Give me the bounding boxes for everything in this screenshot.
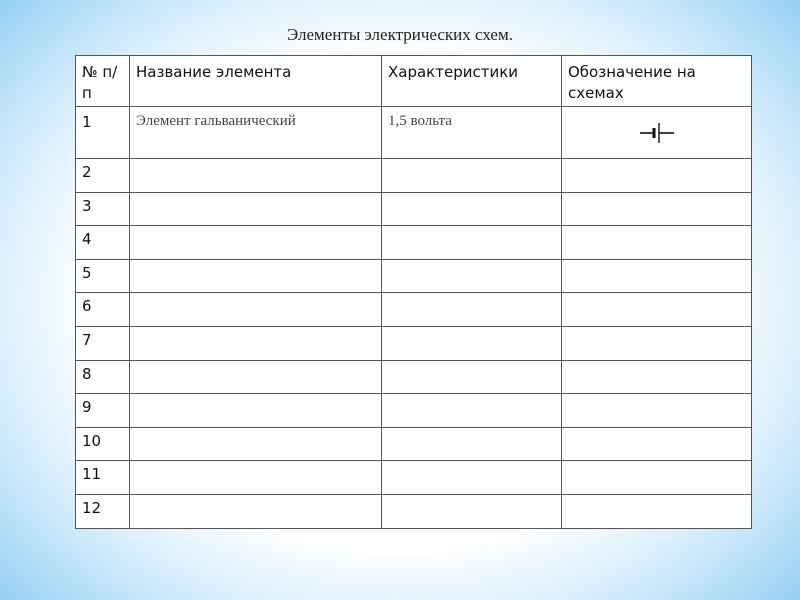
row-num: 11 [76,461,130,495]
table-header-row [76,56,752,107]
page-title: Элементы электрических схем. [287,25,513,44]
header-designation: Обозначение на схемах [562,56,752,107]
row-num: 7 [76,326,130,360]
element-characteristics [382,259,562,293]
element-name [130,293,382,327]
element-name [130,326,382,360]
element-name [130,192,382,226]
element-name [130,461,382,495]
table-row [76,494,752,528]
table-row [76,107,752,159]
element-designation [562,293,752,327]
element-designation [562,360,752,394]
element-designation [562,107,752,159]
element-characteristics: 1,5 вольта [382,107,562,159]
table-row [76,360,752,394]
element-name [130,259,382,293]
element-name [130,159,382,193]
row-num: 10 [76,427,130,461]
table-row [76,394,752,428]
element-characteristics [382,326,562,360]
header-num: № п/п [76,56,130,107]
element-name: Элемент гальванический [130,107,382,159]
element-designation [562,326,752,360]
row-num: 12 [76,494,130,528]
element-characteristics [382,159,562,193]
table-row [76,326,752,360]
element-designation [562,159,752,193]
element-designation [562,226,752,260]
element-characteristics [382,394,562,428]
row-num: 1 [76,107,130,159]
element-name [130,226,382,260]
element-characteristics [382,494,562,528]
row-num: 6 [76,293,130,327]
row-num: 9 [76,394,130,428]
element-characteristics [382,192,562,226]
row-num: 3 [76,192,130,226]
element-name [130,494,382,528]
row-num: 4 [76,226,130,260]
element-characteristics [382,461,562,495]
row-num: 2 [76,159,130,193]
row-num: 8 [76,360,130,394]
element-characteristics [382,226,562,260]
table-row [76,226,752,260]
element-name [130,427,382,461]
header-characteristics: Характеристики [382,56,562,107]
element-characteristics [382,427,562,461]
element-designation [562,494,752,528]
galvanic-cell-icon [637,121,677,145]
element-designation [562,427,752,461]
elements-table [75,55,752,529]
row-num: 5 [76,259,130,293]
element-designation [562,192,752,226]
element-name [130,360,382,394]
table-row [76,427,752,461]
element-designation [562,394,752,428]
table-row [76,259,752,293]
table-row [76,192,752,226]
element-name [130,394,382,428]
element-characteristics [382,293,562,327]
header-name: Название элемента [130,56,382,107]
table-row [76,159,752,193]
table-row [76,461,752,495]
element-characteristics [382,360,562,394]
element-designation [562,461,752,495]
element-designation [562,259,752,293]
table-row [76,293,752,327]
